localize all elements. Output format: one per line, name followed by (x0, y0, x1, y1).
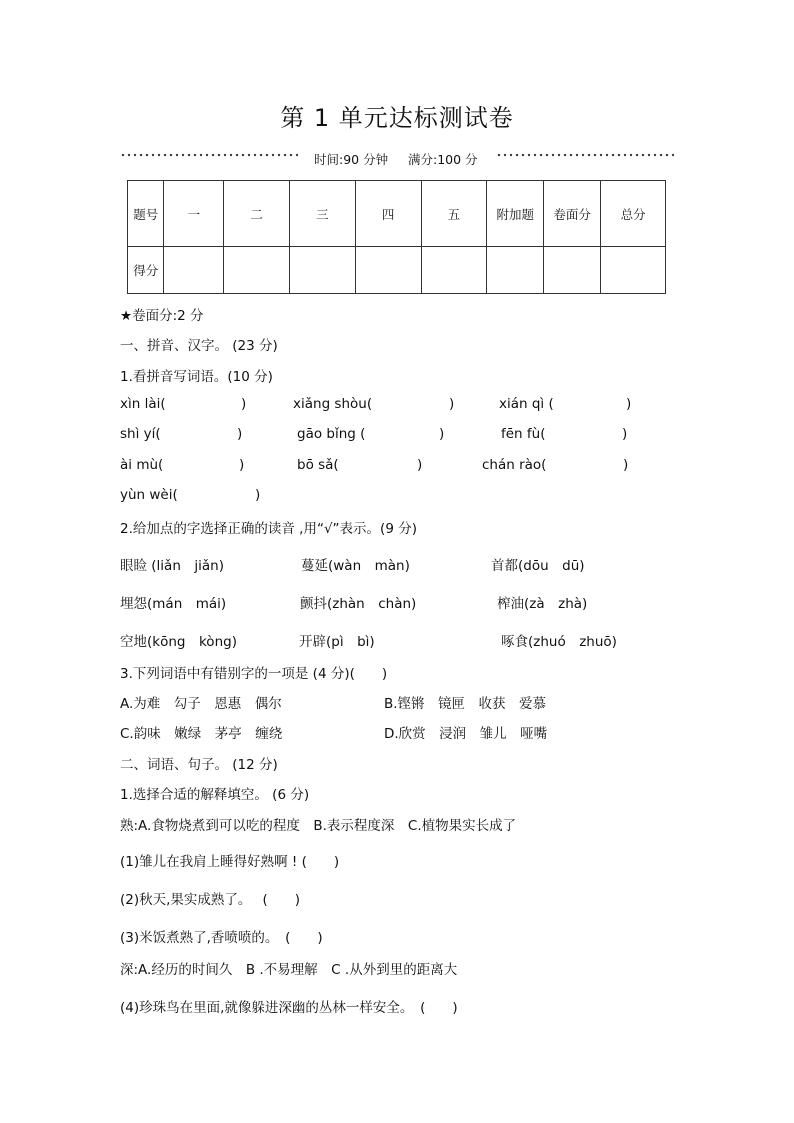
pinyin-item: xiǎng shòu( (293, 396, 373, 412)
reading-choice: 空地(kōng kòng) (120, 634, 237, 650)
shen-definitions: 深:A.经历的时间久 B .不易理解 C .从外到里的距离大 (120, 962, 458, 978)
pinyin-item: xián qì ( (499, 396, 554, 412)
reading-choice: 埋怨(mán mái) (120, 596, 227, 612)
header-cell: 一 (164, 181, 224, 247)
neatness-note: ★卷面分:2 分 (120, 308, 204, 324)
reading-choice: 颤抖(zhàn chàn) (300, 596, 417, 612)
pinyin-item: xìn lài( (120, 396, 166, 412)
score-table-score-row (128, 247, 666, 294)
time-limit: 时间:90 分钟 (314, 152, 389, 167)
sentence-2: (2)秋天,果实成熟了。 ( ) (120, 892, 300, 908)
pinyin-item: gāo bǐng ( (297, 426, 366, 442)
pinyin-item: shì yí( (120, 426, 161, 442)
header-cell: 附加题 (487, 181, 544, 247)
question-3-heading: 3.下列词语中有错别字的一项是 (4 分)( ) (120, 666, 388, 682)
reading-choice: 眼睑 (liǎn jiǎn) (120, 558, 224, 574)
pinyin-close: ) (622, 426, 628, 442)
pinyin-item: fēn fù( (501, 426, 546, 442)
section-1-heading: 一、拼音、汉字。 (23 分) (120, 338, 278, 354)
section-2-heading: 二、词语、句子。 (12 分) (120, 757, 278, 773)
pinyin-close: ) (255, 487, 261, 503)
pinyin-close: ) (626, 396, 632, 412)
full-score: 满分:100 分 (408, 152, 478, 167)
reading-choice: 蔓延(wàn màn) (301, 558, 410, 574)
score-table-header-row (128, 181, 666, 247)
score-cell[interactable] (355, 247, 421, 294)
pinyin-close: ) (449, 396, 455, 412)
reading-choice: 开辟(pì bì) (299, 634, 375, 650)
section-2-question-1-heading: 1.选择合适的解释填空。 (6 分) (120, 787, 310, 803)
score-cell[interactable] (290, 247, 356, 294)
pinyin-item: ài mù( (120, 457, 164, 473)
choice-option-b: B.铿锵 镜匣 收获 爱慕 (384, 696, 547, 712)
pinyin-item: bō sǎ( (297, 457, 339, 473)
header-cell: 二 (224, 181, 290, 247)
score-cell[interactable] (224, 247, 290, 294)
score-cell[interactable] (164, 247, 224, 294)
header-cell: 五 (421, 181, 487, 247)
pinyin-close: ) (237, 426, 243, 442)
question-1-heading: 1.看拼音写词语。(10 分) (120, 369, 273, 385)
pinyin-close: ) (417, 457, 423, 473)
header-cell: 总分 (601, 181, 666, 247)
header-cell: 三 (290, 181, 356, 247)
score-cell[interactable] (601, 247, 666, 294)
header-cell: 卷面分 (544, 181, 601, 247)
pinyin-close: ) (241, 396, 247, 412)
reading-choice: 榨油(zà zhà) (497, 596, 588, 612)
sentence-3: (3)米饭煮熟了,香喷喷的。 ( ) (120, 930, 323, 946)
score-cell[interactable] (487, 247, 544, 294)
choice-option-c: C.韵味 嫩绿 茅亭 缠绕 (120, 726, 283, 742)
page-title: 第 1 单元达标测试卷 (280, 104, 514, 132)
shu-definitions: 熟:A.食物烧煮到可以吃的程度 B.表示程度深 C.植物果实长成了 (120, 818, 517, 834)
sentence-4: (4)珍珠鸟在里面,就像躲进深幽的丛林一样安全。 ( ) (120, 1000, 458, 1016)
score-cell[interactable] (421, 247, 487, 294)
header-cell: 题号 (128, 181, 164, 247)
pinyin-close: ) (439, 426, 445, 442)
choice-option-a: A.为难 勾子 恩惠 偶尔 (120, 696, 282, 712)
pinyin-close: ) (623, 457, 629, 473)
pinyin-item: yùn wèi( (120, 487, 178, 503)
sentence-1: (1)雏儿在我肩上睡得好熟啊 ! ( ) (120, 854, 340, 870)
pinyin-item: chán rào( (482, 457, 547, 473)
reading-choice: 首都(dōu dū) (491, 558, 585, 574)
question-2-heading: 2.给加点的字选择正确的读音 ,用“√”表示。(9 分) (120, 521, 417, 537)
choice-option-d: D.欣赏 浸润 雏儿 哑嘴 (384, 726, 548, 742)
score-table (127, 180, 666, 294)
score-cell[interactable] (544, 247, 601, 294)
row-label-cell: 得分 (128, 247, 164, 294)
header-cell: 四 (355, 181, 421, 247)
reading-choice: 啄食(zhuó zhuō) (501, 634, 617, 650)
wavy-divider-left (120, 152, 298, 158)
wavy-divider-right (496, 152, 674, 158)
pinyin-close: ) (239, 457, 245, 473)
